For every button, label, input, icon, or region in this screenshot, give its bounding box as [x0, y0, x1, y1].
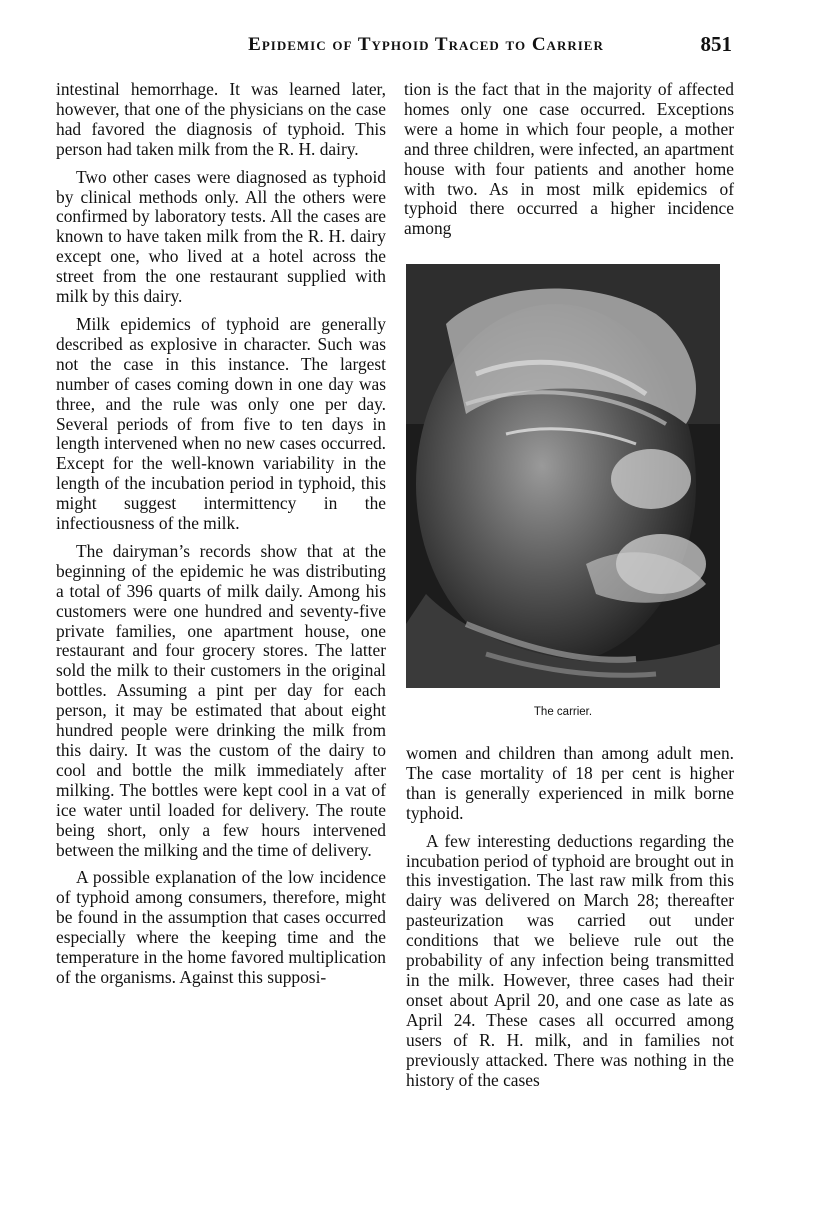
running-head: Epidemic of Typhoid Traced to Carrier [248, 34, 604, 55]
page-number: 851 [700, 32, 732, 56]
figure-caption: The carrier. [533, 706, 593, 718]
paragraph: The dairyman’s records show that at the beginning of the epidemic he was distributing a total of 396 quarts of milk daily. Among his customers were one hundred and seventy-five private families, one apartment house, one restaurant and four grocery stores. The latter sold the milk to their customers in the original bottles. Assuming a pint per day for each person, it may be estimated that about eight hundred people were drinking the milk from this dairy. It was the custom of the dairy to cool and bottle the milk immediately after milking. The bottles were kept cool in a vat of ice water until loaded for delivery. The route being short, only a few hours intervened between the milking and the time of delivery. [56, 540, 386, 860]
portrait-image [406, 264, 720, 688]
right-column-top [404, 80, 734, 247]
paragraph: A possible explanation of the low incidence of typhoid among consumers, therefore, might be found in the assumption that cases occurred especially where the keeping time and the temperature in the home favored multiplication of the organisms. Against this supposi- [56, 867, 386, 987]
paragraph: tion is the fact that in the majority of affected homes only one case occurred. Exceptions were a home in which four people, a mother and three children, were infected, an apartment house with four patients and another home with two. As in most milk epidemics of typhoid there occurred a higher incidence among [404, 79, 734, 239]
right-column-bottom [406, 744, 734, 1098]
left-column [56, 80, 386, 996]
paragraph: intestinal hemorrhage. It was learned later, however, that one of the physicians on the case had favored the diagnosis of typhoid. This person had taken milk from the R. H. dairy. [56, 79, 386, 159]
paragraph: Milk epidemics of typhoid are generally described as explosive in character. Such was not the case in this instance. The largest number of cases coming down in one day was three, and the rule was only one per day. Several periods of from five to ten days in length intervened when no new cases occurred. Except for the well-known variability in the length of the incubation period in typhoid, this might suggest intermittency in the infectiousness of the milk. [56, 313, 386, 534]
carrier-photograph [406, 264, 720, 688]
page-header [56, 32, 732, 62]
paragraph: Two other cases were diagnosed as typhoid by clinical methods only. All the others were confirmed by laboratory tests. All the cases are known to have taken milk from the R. H. dairy except one, who lived at a hotel across the street from the one restaurant supplied with milk by this dairy. [56, 166, 386, 307]
paragraph: women and children than among adult men. The case mortality of 18 per cent is higher than is generally experienced in milk borne typhoid. [406, 743, 734, 823]
paragraph: A few interesting deductions regarding the incubation period of typhoid are brought out in this investigation. The last raw milk from this dairy was delivered on March 28; thereafter pasteurization was carried out under conditions that we believe rule out the probability of any infection being transmitted in the milk. However, three cases had their onset about April 20, and one case as late as April 24. These cases all occurred among users of R. H. milk, and in families not previously attacked. There was nothing in the history of the cases [406, 830, 734, 1090]
